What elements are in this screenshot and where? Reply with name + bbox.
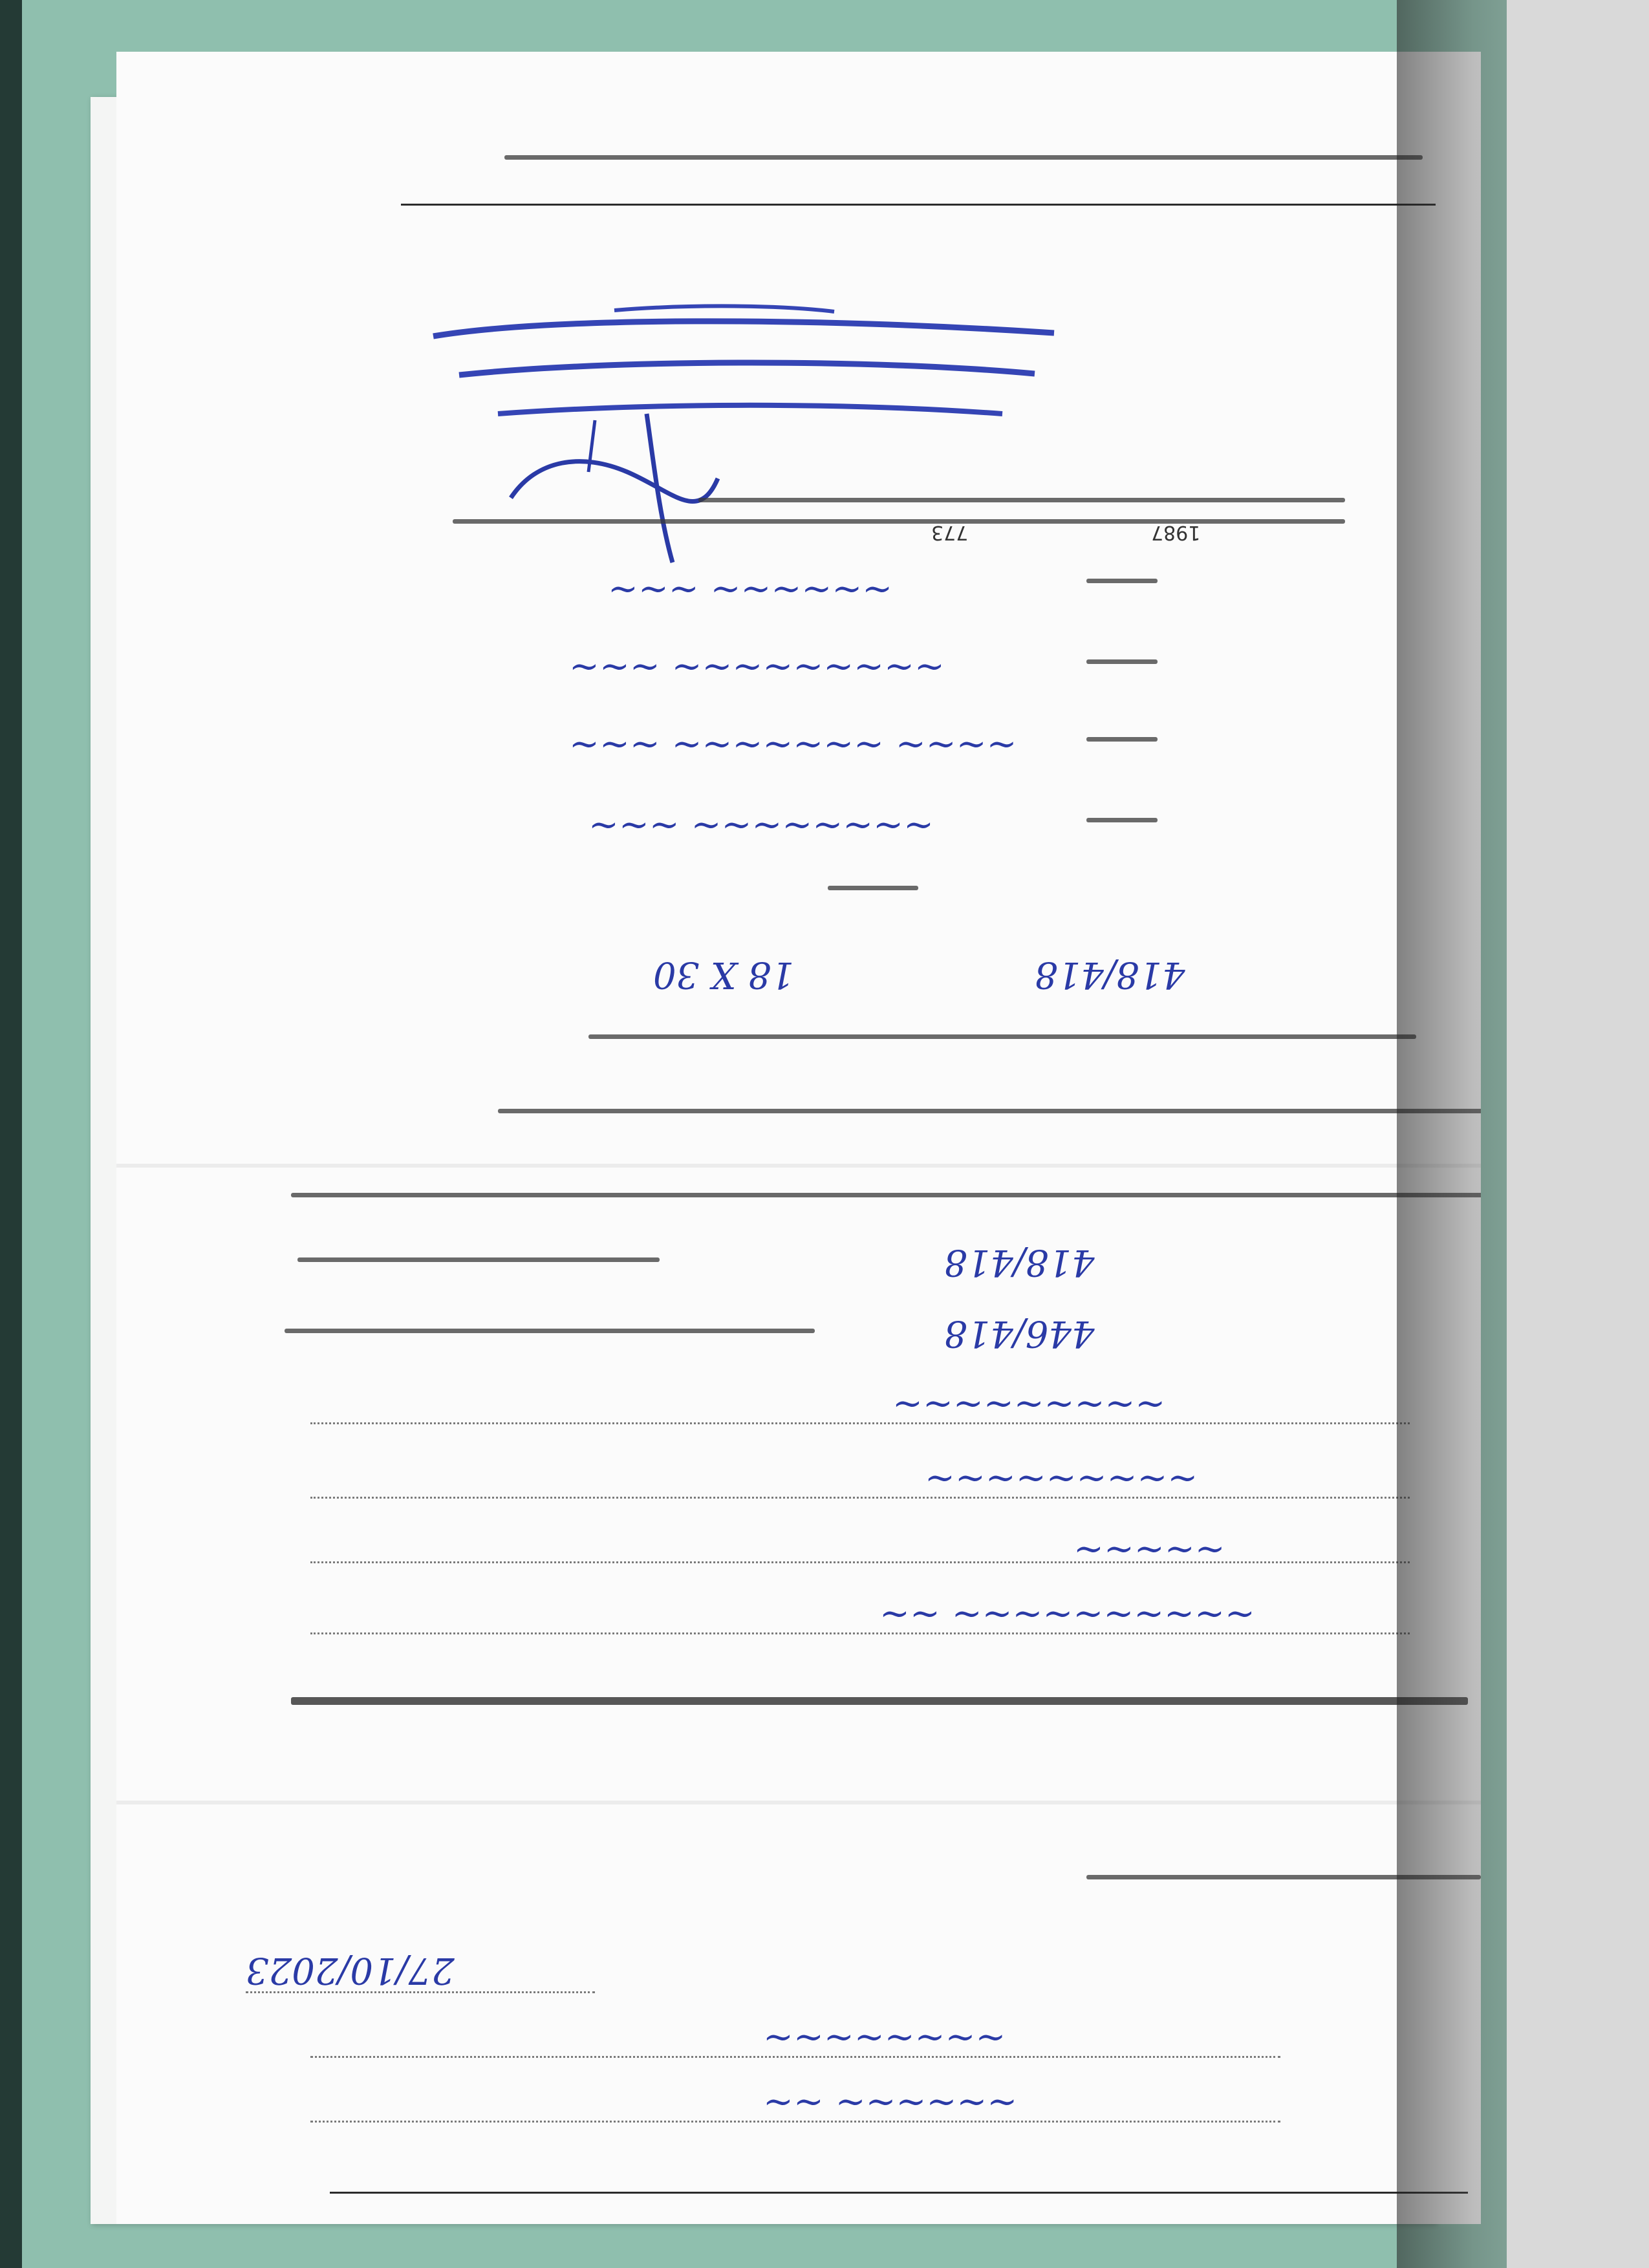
- taluk-entry: ~~~~~~~~~: [925, 1458, 1198, 1500]
- label-1: [1086, 579, 1158, 600]
- clause-line-2: [498, 1109, 1481, 1130]
- signatory-dots-2: [310, 2121, 1280, 2123]
- clause-line-1: [588, 1034, 1416, 1056]
- field-dots-1: [310, 1422, 1410, 1424]
- field-dots-2: [310, 1497, 1410, 1499]
- official-line: [453, 498, 1345, 540]
- printed-year: 1987: [1151, 521, 1201, 544]
- signatory-1: ~~~~~~~~: [763, 2017, 1006, 2059]
- signatory-2: ~~~~~~ ~~: [763, 2082, 1018, 2124]
- bottom-rule: [330, 2192, 1468, 2194]
- signatory-dots-1: [310, 2056, 1280, 2058]
- name-entry-3: ~~~~ ~~~~~~~ ~~~: [569, 724, 1017, 766]
- document-page: [116, 52, 1481, 2224]
- fold-line: [116, 1164, 1481, 1168]
- binder-strip: [1507, 0, 1649, 2268]
- name-entry-1: ~~~~~~ ~~~: [608, 569, 893, 611]
- name-entry-main: ~~~~~~~~~~ ~~: [879, 1594, 1255, 1636]
- signature-mark: [498, 401, 731, 572]
- field-dots-4: [310, 1632, 1410, 1634]
- name-entry-4: ~~~~~~~~ ~~~: [588, 805, 934, 847]
- field-line-1: [297, 1257, 660, 1279]
- scan-edge: [0, 0, 22, 2268]
- clause-line-3: [291, 1193, 1481, 1214]
- survey-number-entry: 418/418: [944, 1241, 1095, 1283]
- section-label: [828, 886, 918, 907]
- survey-number: 418/418: [1035, 954, 1185, 996]
- name-entry-2: ~~~~~~~~~ ~~~: [569, 647, 945, 689]
- label-4: [1086, 818, 1158, 839]
- header-print-line: [504, 155, 1423, 177]
- top-rule: [401, 204, 1436, 206]
- printed-number: 773: [931, 521, 969, 544]
- plot-dimensions: 18 X 30: [653, 954, 794, 996]
- field-line-2: [285, 1329, 815, 1350]
- date-entry: 27/10/2023: [246, 1949, 455, 1991]
- survey-number-old: 446/418: [944, 1312, 1095, 1354]
- village-entry: ~~~~~~~~~: [892, 1384, 1166, 1426]
- label-3: [1086, 737, 1158, 758]
- field-dots-3: [310, 1561, 1410, 1563]
- date-dots: [246, 1991, 595, 1993]
- district-entry: ~~~~~: [1073, 1529, 1225, 1571]
- label-2: [1086, 659, 1158, 681]
- subject-line: [291, 1697, 1468, 1722]
- fold-line-2: [116, 1801, 1481, 1804]
